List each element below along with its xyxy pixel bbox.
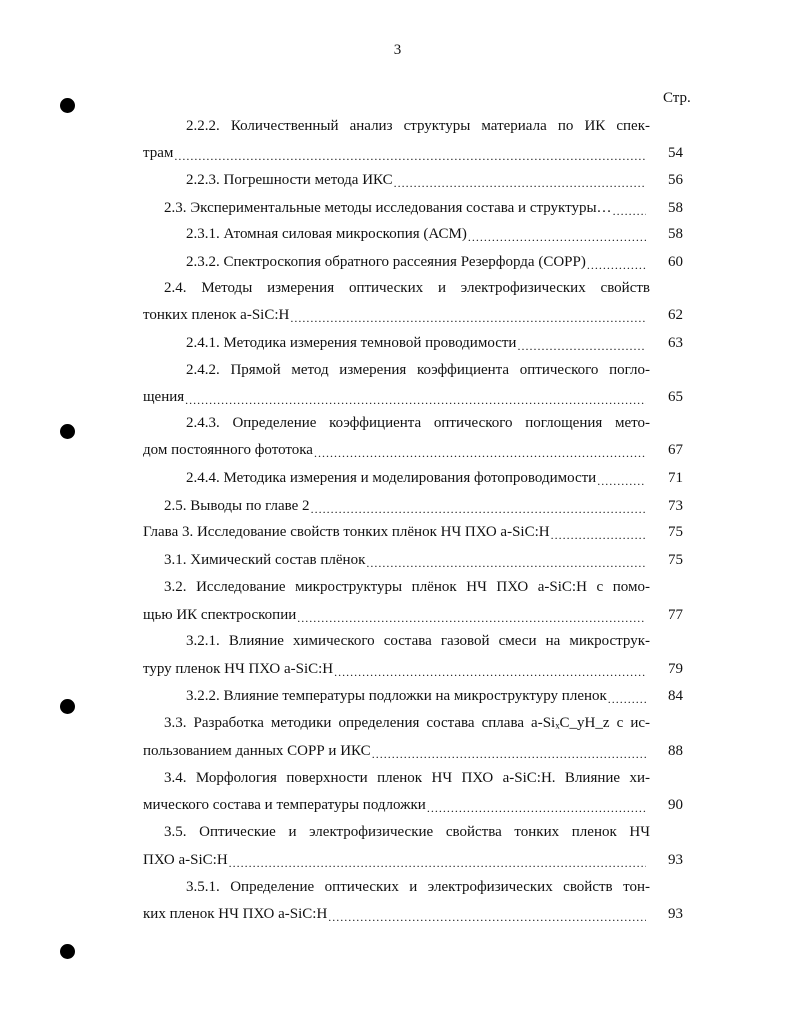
toc-entry-line	[164, 496, 650, 516]
toc-entry-text: 2.4.4. Методика измерения и моделирования фотопроводимости	[186, 470, 597, 486]
toc-entry-line	[186, 631, 650, 651]
toc-entry-text: ких пленок НЧ ПХО a-SiC:H	[143, 906, 328, 922]
dot-leader	[229, 850, 646, 870]
dot-leader	[185, 387, 646, 407]
toc-entry-text: 3.2. Исследование микроструктуры плёнок НЧ ПХО a-SiC:H с помо-	[164, 579, 650, 595]
toc-page-number: 54	[668, 145, 683, 161]
toc-entry-text: щения	[143, 389, 185, 405]
toc-entry-line	[186, 224, 650, 244]
toc-page-number: 62	[668, 307, 683, 323]
toc-entry-line	[143, 143, 650, 163]
toc-page-number: 88	[668, 743, 683, 759]
toc-entry-text: 2.3.2. Спектроскопия обратного рассеяния Резерфорда (СОРР)	[186, 254, 586, 270]
toc-entry-text: 3.2.1. Влияние химического состава газовой смеси на микрострук-	[186, 633, 650, 649]
toc-entry-text: 2.4.1. Методика измерения темновой проводимости	[186, 335, 517, 351]
toc-entry-line	[164, 713, 650, 733]
toc-page-number: 79	[668, 661, 683, 677]
toc-entry-text: 3.4. Морфология поверхности пленок НЧ ПХО a-SiC:H. Влияние хи-	[164, 770, 650, 786]
dot-leader	[311, 496, 646, 516]
toc-entry-line	[186, 413, 650, 433]
toc-entry-line	[164, 550, 650, 570]
toc-entry-text: 2.4.2. Прямой метод измерения коэффициента оптического погло-	[186, 362, 650, 378]
dot-leader	[597, 468, 646, 488]
toc-entry-line	[164, 278, 650, 298]
toc-entry-text: 2.5. Выводы по главе 2	[164, 498, 310, 514]
toc-entry-text: 3.5. Оптические и электрофизические свойства тонких пленок НЧ	[164, 824, 650, 840]
toc-entry-text: 2.4.3. Определение коэффициента оптического поглощения мето-	[186, 415, 650, 431]
toc-entry-line	[186, 360, 650, 380]
toc-entry-text: дом постоянного фототока	[143, 442, 313, 458]
toc-entry-line	[186, 333, 650, 353]
toc-entry-text: ПХО a-SiC:H	[143, 852, 228, 868]
toc-page-number: 84	[668, 688, 683, 704]
toc-page-number: 65	[668, 389, 683, 405]
page-column-label: Стр.	[663, 90, 691, 106]
toc-entry-text: 3.5.1. Определение оптических и электрофизических свойств тон-	[186, 879, 650, 895]
toc-page-number: 93	[668, 906, 683, 922]
toc-entry-text: мического состава и температуры подложки	[143, 797, 426, 813]
toc-entry-line	[186, 468, 650, 488]
toc-page-number: 60	[668, 254, 683, 270]
toc-entry-line	[186, 116, 650, 136]
toc-entry-line	[143, 440, 650, 460]
dot-leader	[468, 224, 646, 244]
toc-page-number: 58	[668, 200, 683, 216]
toc-entry-line	[164, 198, 650, 218]
toc-entry-line	[143, 850, 650, 870]
toc-entry-text: трам	[143, 145, 174, 161]
toc-entry-line	[143, 659, 650, 679]
toc-entry-text: Глава 3. Исследование свойств тонких плёнок НЧ ПХО a-SiC:H	[143, 524, 550, 540]
dot-leader	[608, 686, 646, 706]
toc-page-number: 75	[668, 552, 683, 568]
toc-entry-line	[143, 795, 650, 815]
dot-leader	[328, 904, 646, 924]
toc-entry-line	[143, 522, 650, 542]
dot-leader	[394, 170, 646, 190]
page-number: 3	[393, 42, 402, 58]
toc-entry-text: щью ИК спектроскопии	[143, 607, 297, 623]
dot-leader	[613, 198, 646, 218]
toc-page-number: 77	[668, 607, 683, 623]
toc-entry-line	[164, 768, 650, 788]
toc-entry-line	[143, 904, 650, 924]
toc-entry-text: 2.4. Методы измерения оптических и электрофизических свойств	[164, 280, 650, 296]
toc-page-number: 90	[668, 797, 683, 813]
dot-leader	[517, 333, 646, 353]
toc-entry-line	[186, 170, 650, 190]
toc-page-number: 93	[668, 852, 683, 868]
toc-entry-text: пользованием данных СОРР и ИКС	[143, 743, 371, 759]
toc-entry-line	[164, 577, 650, 597]
dot-leader	[366, 550, 646, 570]
toc-entry-line	[186, 252, 650, 272]
dot-leader	[551, 522, 646, 542]
dot-leader	[334, 659, 646, 679]
toc-entry-text: 2.2.3. Погрешности метода ИКС	[186, 172, 393, 188]
toc-entry-line	[143, 305, 650, 325]
toc-entry-text: 3.2.2. Влияние температуры подложки на микроструктуру пленок	[186, 688, 607, 704]
toc-entry-text: тонких пленок a-SiC:H	[143, 307, 290, 323]
toc-page-number: 58	[668, 226, 683, 242]
toc-entry-line	[143, 387, 650, 407]
dot-leader	[372, 741, 646, 761]
toc-page-number: 75	[668, 524, 683, 540]
dot-leader	[297, 605, 646, 625]
toc-entry-text: 2.2.2. Количественный анализ структуры материала по ИК спек-	[186, 118, 650, 134]
dot-leader	[314, 440, 646, 460]
toc-page-number: 63	[668, 335, 683, 351]
dot-leader	[427, 795, 646, 815]
toc-entry-text: 3.1. Химический состав плёнок	[164, 552, 366, 568]
toc-page-number: 73	[668, 498, 683, 514]
toc-entry-line	[186, 686, 650, 706]
toc-entry-line	[186, 877, 650, 897]
toc-entry-line	[143, 741, 650, 761]
toc-entry-text: 3.3. Разработка методики определения состава сплава a-SiₓC_yH_z с ис-	[164, 715, 650, 731]
toc-page-number: 56	[668, 172, 683, 188]
toc-entry-text: 2.3. Экспериментальные методы исследования состава и структуры…	[164, 200, 612, 216]
toc-entry-line	[143, 605, 650, 625]
dot-leader	[174, 143, 646, 163]
dot-leader	[290, 305, 646, 325]
toc-page-number: 67	[668, 442, 683, 458]
toc-entry-text: туру пленок НЧ ПХО a-SiC:H	[143, 661, 334, 677]
toc-page-number: 71	[668, 470, 683, 486]
dot-leader	[587, 252, 646, 272]
toc-entry-line	[164, 822, 650, 842]
toc-entry-text: 2.3.1. Атомная силовая микроскопия (АСМ)	[186, 226, 467, 242]
